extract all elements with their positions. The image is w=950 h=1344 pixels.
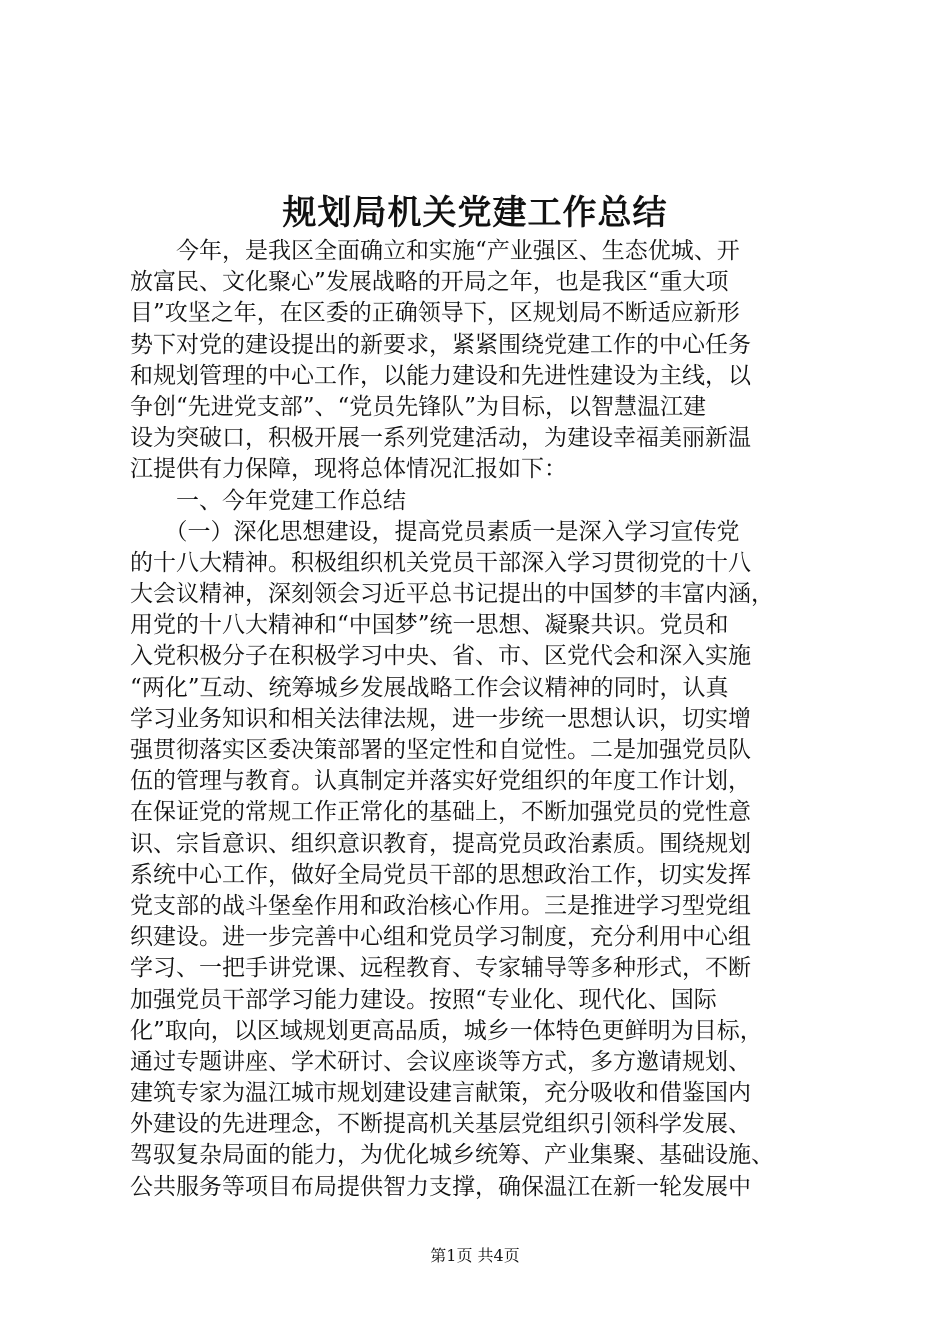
- body-line: 通过专题讲座、学术研讨、会议座谈等方式，多方邀请规划、: [130, 1048, 751, 1075]
- body-line: 势下对党的建设提出的新要求，紧紧围绕党建工作的中心任务: [130, 331, 751, 358]
- body-line: 一、今年党建工作总结: [130, 487, 406, 514]
- body-line: 党支部的战斗堡垒作用和政治核心作用。三是推进学习型党组: [130, 892, 751, 919]
- document-body: [130, 236, 830, 1203]
- body-line: 加强党员干部学习能力建设。按照“专业化、现代化、国际: [130, 986, 717, 1013]
- body-line: 学习业务知识和相关法律法规，进一步统一思想认识，切实增: [130, 705, 751, 732]
- body-line: 织建设。进一步完善中心组和党员学习制度，充分利用中心组: [130, 924, 751, 951]
- body-line: 争创“先进党支部”、“党员先锋队”为目标，以智慧温江建: [130, 393, 707, 420]
- body-line: “两化”互动、统筹城乡发展战略工作会议精神的同时，认真: [130, 674, 729, 701]
- body-line: 在保证党的常规工作正常化的基础上，不断加强党员的党性意: [130, 799, 751, 826]
- body-line: 江提供有力保障，现将总体情况汇报如下：: [130, 456, 567, 483]
- body-line: 伍的管理与教育。认真制定并落实好党组织的年度工作计划，: [130, 768, 751, 795]
- body-line: 大会议精神，深刻领会习近平总书记提出的中国梦的丰富内涵，: [130, 581, 774, 608]
- body-line: 驾驭复杂局面的能力，为优化城乡统筹、产业集聚、基础设施、: [130, 1142, 774, 1169]
- body-line: 用党的十八大精神和“中国梦”统一思想、凝聚共识。党员和: [130, 612, 729, 639]
- body-line: （一）深化思想建设，提高党员素质一是深入学习宣传党: [130, 518, 740, 545]
- body-line: 入党积极分子在积极学习中央、省、市、区党代会和深入实施: [130, 643, 751, 670]
- body-line: 公共服务等项目布局提供智力支撑，确保温江在新一轮发展中: [130, 1173, 751, 1200]
- body-line: 今年，是我区全面确立和实施“产业强区、生态优城、开: [130, 238, 740, 264]
- body-line: 目”攻坚之年，在区委的正确领导下，区规划局不断适应新形: [130, 300, 740, 327]
- body-line: 外建设的先进理念，不断提高机关基层党组织引领科学发展、: [130, 1111, 751, 1138]
- body-line: 设为突破口，积极开展一系列党建活动，为建设幸福美丽新温: [130, 425, 751, 452]
- body-line: 化”取向，以区域规划更高品质，城乡一体特色更鲜明为目标，: [130, 1017, 763, 1044]
- page-footer: 第1页 共4页: [430, 1246, 520, 1265]
- document-title: 规划局机关党建工作总结: [282, 193, 668, 233]
- body-line: 系统中心工作，做好全局党员干部的思想政治工作，切实发挥: [130, 861, 751, 888]
- body-line: 放富民、文化聚心”发展战略的开局之年，也是我区“重大项: [130, 269, 729, 296]
- body-line: 学习、一把手讲党课、远程教育、专家辅导等多种形式，不断: [130, 955, 751, 982]
- body-line: 和规划管理的中心工作，以能力建设和先进性建设为主线，以: [130, 362, 751, 389]
- body-line: 识、宗旨意识、组织意识教育，提高党员政治素质。围绕规划: [130, 830, 751, 857]
- body-line: 建筑专家为温江城市规划建设建言献策，充分吸收和借鉴国内: [130, 1080, 751, 1107]
- body-line: 强贯彻落实区委决策部署的坚定性和自觉性。二是加强党员队: [130, 737, 751, 763]
- body-line: 的十八大精神。积极组织机关党员干部深入学习贯彻党的十八: [130, 549, 751, 576]
